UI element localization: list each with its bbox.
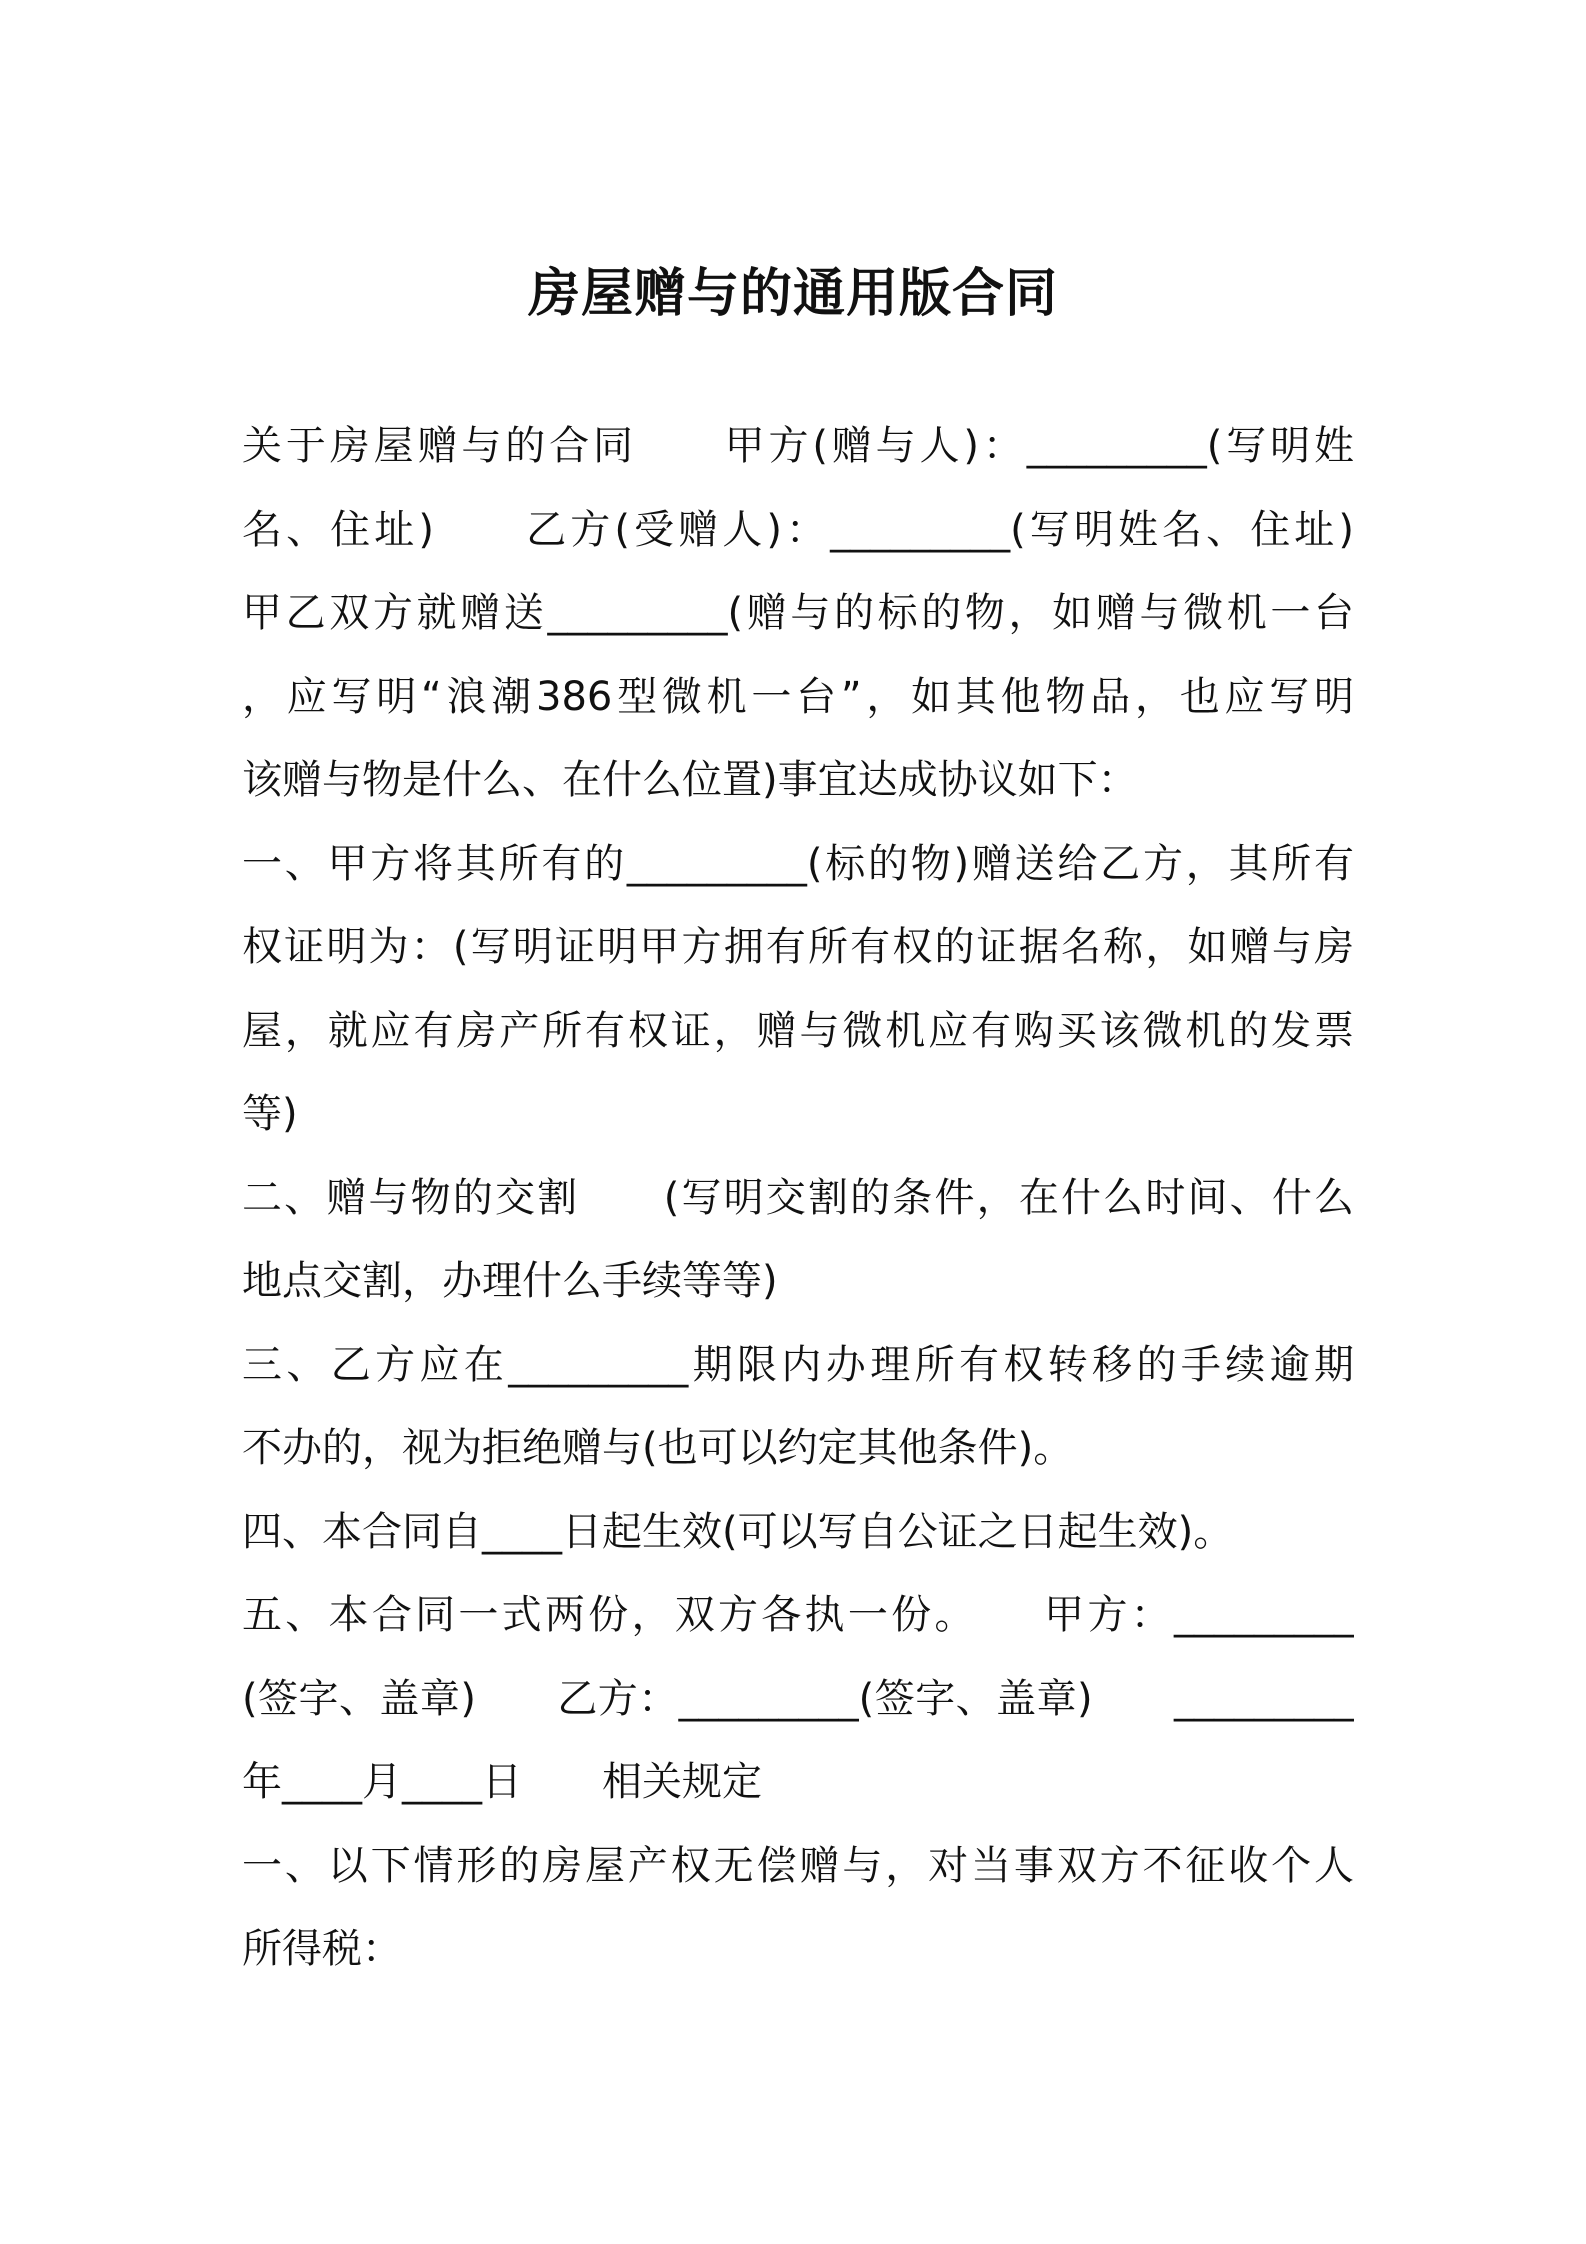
document-title: 房屋赠与的通用版合同	[527, 264, 1058, 324]
body-line: 不办的，视为拒绝赠与(也可以约定其他条件)。	[242, 1425, 1074, 1471]
body-line: (签字、盖章) 乙方：_________(签字、盖章) _________	[242, 1675, 1354, 1722]
body-line: 三、乙方应在_________期限内办理所有权转移的手续逾期	[242, 1341, 1354, 1388]
body-line: 地点交割，办理什么手续等等)	[242, 1258, 778, 1304]
body-line: 屋，就应有房产所有权证，赠与微机应有购买该微机的发票	[242, 1007, 1354, 1054]
body-line: 该赠与物是什么、在什么位置)事宜达成协议如下：	[242, 757, 1138, 803]
body-line: 四、本合同自____日起生效(可以写自公证之日起生效)。	[242, 1508, 1234, 1555]
body-line: 关于房屋赠与的合同 甲方(赠与人)：_________(写明姓	[242, 423, 1354, 469]
body-line: 等)	[242, 1091, 298, 1137]
body-line: ，应写明“浪潮386型微机一台”，如其他物品，也应写明	[242, 673, 1354, 720]
body-line: 五、本合同一式两份，双方各执一份。 甲方：_________	[242, 1592, 1354, 1638]
body-line: 所得税：	[242, 1926, 402, 1972]
body-line: 年____月____日 相关规定	[242, 1759, 762, 1805]
body-line: 名、住址) 乙方(受赠人)：_________(写明姓名、住址)	[242, 506, 1354, 553]
body-line: 甲乙双方就赠送_________(赠与的标的物，如赠与微机一台	[242, 590, 1354, 636]
document-body	[242, 405, 1354, 1992]
body-line: 权证明为：(写明证明甲方拥有所有权的证据名称，如赠与房	[242, 924, 1354, 970]
body-line: 一、甲方将其所有的_________(标的物)赠送给乙方，其所有	[242, 840, 1354, 887]
body-line: 二、赠与物的交割 (写明交割的条件，在什么时间、什么	[242, 1174, 1354, 1221]
body-line: 一、以下情形的房屋产权无偿赠与，对当事双方不征收个人	[242, 1842, 1354, 1889]
